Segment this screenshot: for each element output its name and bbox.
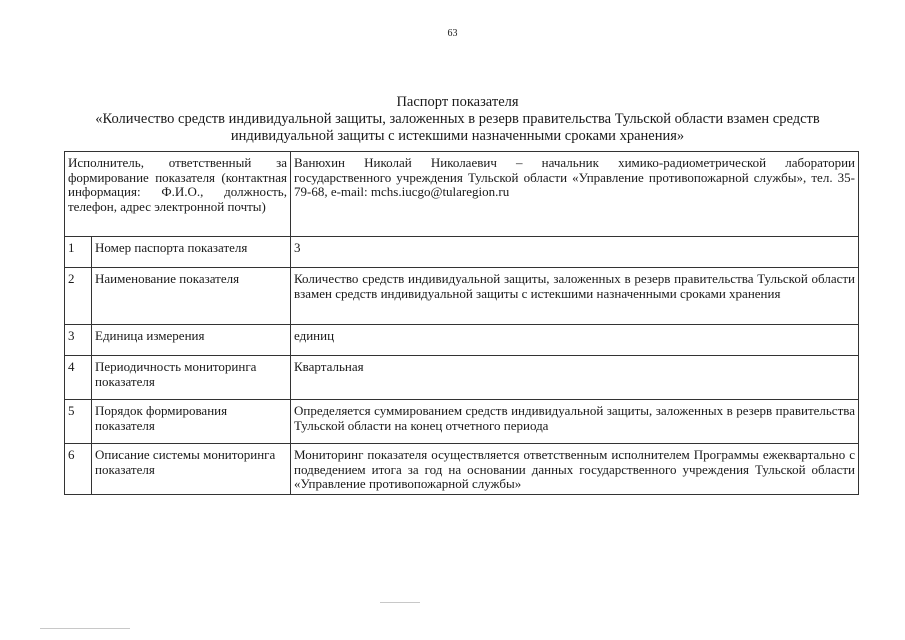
table-row	[65, 356, 859, 400]
page-number: 63	[447, 28, 458, 39]
row-name: Описание системы мониторинга показателя	[92, 444, 291, 495]
scan-artifact	[380, 602, 420, 603]
row-value: единиц	[291, 325, 859, 356]
table-row-responsible	[65, 152, 859, 237]
row-value: Определяется суммированием средств индивидуальной защиты, заложенных в резерв правительства Тульской области на конец отчетного периода	[291, 400, 859, 444]
responsible-value: Ванюхин Николай Николаевич – начальник химико-радиометрической лаборатории государственного учреждения Тульской области «Управление противопожарной службы», тел. 35-79-68, e-mail: mchs.iucgo@tularegion.ru	[291, 152, 859, 237]
scan-artifact	[40, 628, 130, 629]
document-title	[60, 94, 855, 145]
table-row	[65, 400, 859, 444]
row-name: Единица измерения	[92, 325, 291, 356]
row-name: Порядок формирования показателя	[92, 400, 291, 444]
row-name: Номер паспорта показателя	[92, 237, 291, 268]
table-row	[65, 237, 859, 268]
row-number: 6	[65, 444, 92, 495]
responsible-label: Исполнитель, ответственный за формирование показателя (контактная информация: Ф.И.О., должность, телефон, адрес электронной почты)	[65, 152, 291, 237]
table-row	[65, 325, 859, 356]
table-row	[65, 444, 859, 495]
title-line-1: Паспорт показателя	[396, 94, 519, 110]
row-name: Наименование показателя	[92, 268, 291, 325]
row-value: Мониторинг показателя осуществляется ответственным исполнителем Программы ежеквартально с подведением итога за год на основании данных государственного учреждения Тульской области «Управление противопожарной службы»	[291, 444, 859, 495]
row-number: 5	[65, 400, 92, 444]
row-name: Периодичность мониторинга показателя	[92, 356, 291, 400]
table-row	[65, 268, 859, 325]
title-line-2: «Количество средств индивидуальной защиты, заложенных в резерв правительства Тульской области взамен средств	[95, 111, 820, 127]
row-number: 1	[65, 237, 92, 268]
row-value: Количество средств индивидуальной защиты, заложенных в резерв правительства Тульской области взамен средств индивидуальной защиты с истекшими назначенными сроками хранения	[291, 268, 859, 325]
row-value: 3	[291, 237, 859, 268]
row-number: 2	[65, 268, 92, 325]
row-number: 3	[65, 325, 92, 356]
row-value: Квартальная	[291, 356, 859, 400]
title-line-3: индивидуальной защиты с истекшими назначенными сроками хранения»	[230, 128, 685, 144]
row-number: 4	[65, 356, 92, 400]
indicator-passport-table	[64, 151, 859, 495]
